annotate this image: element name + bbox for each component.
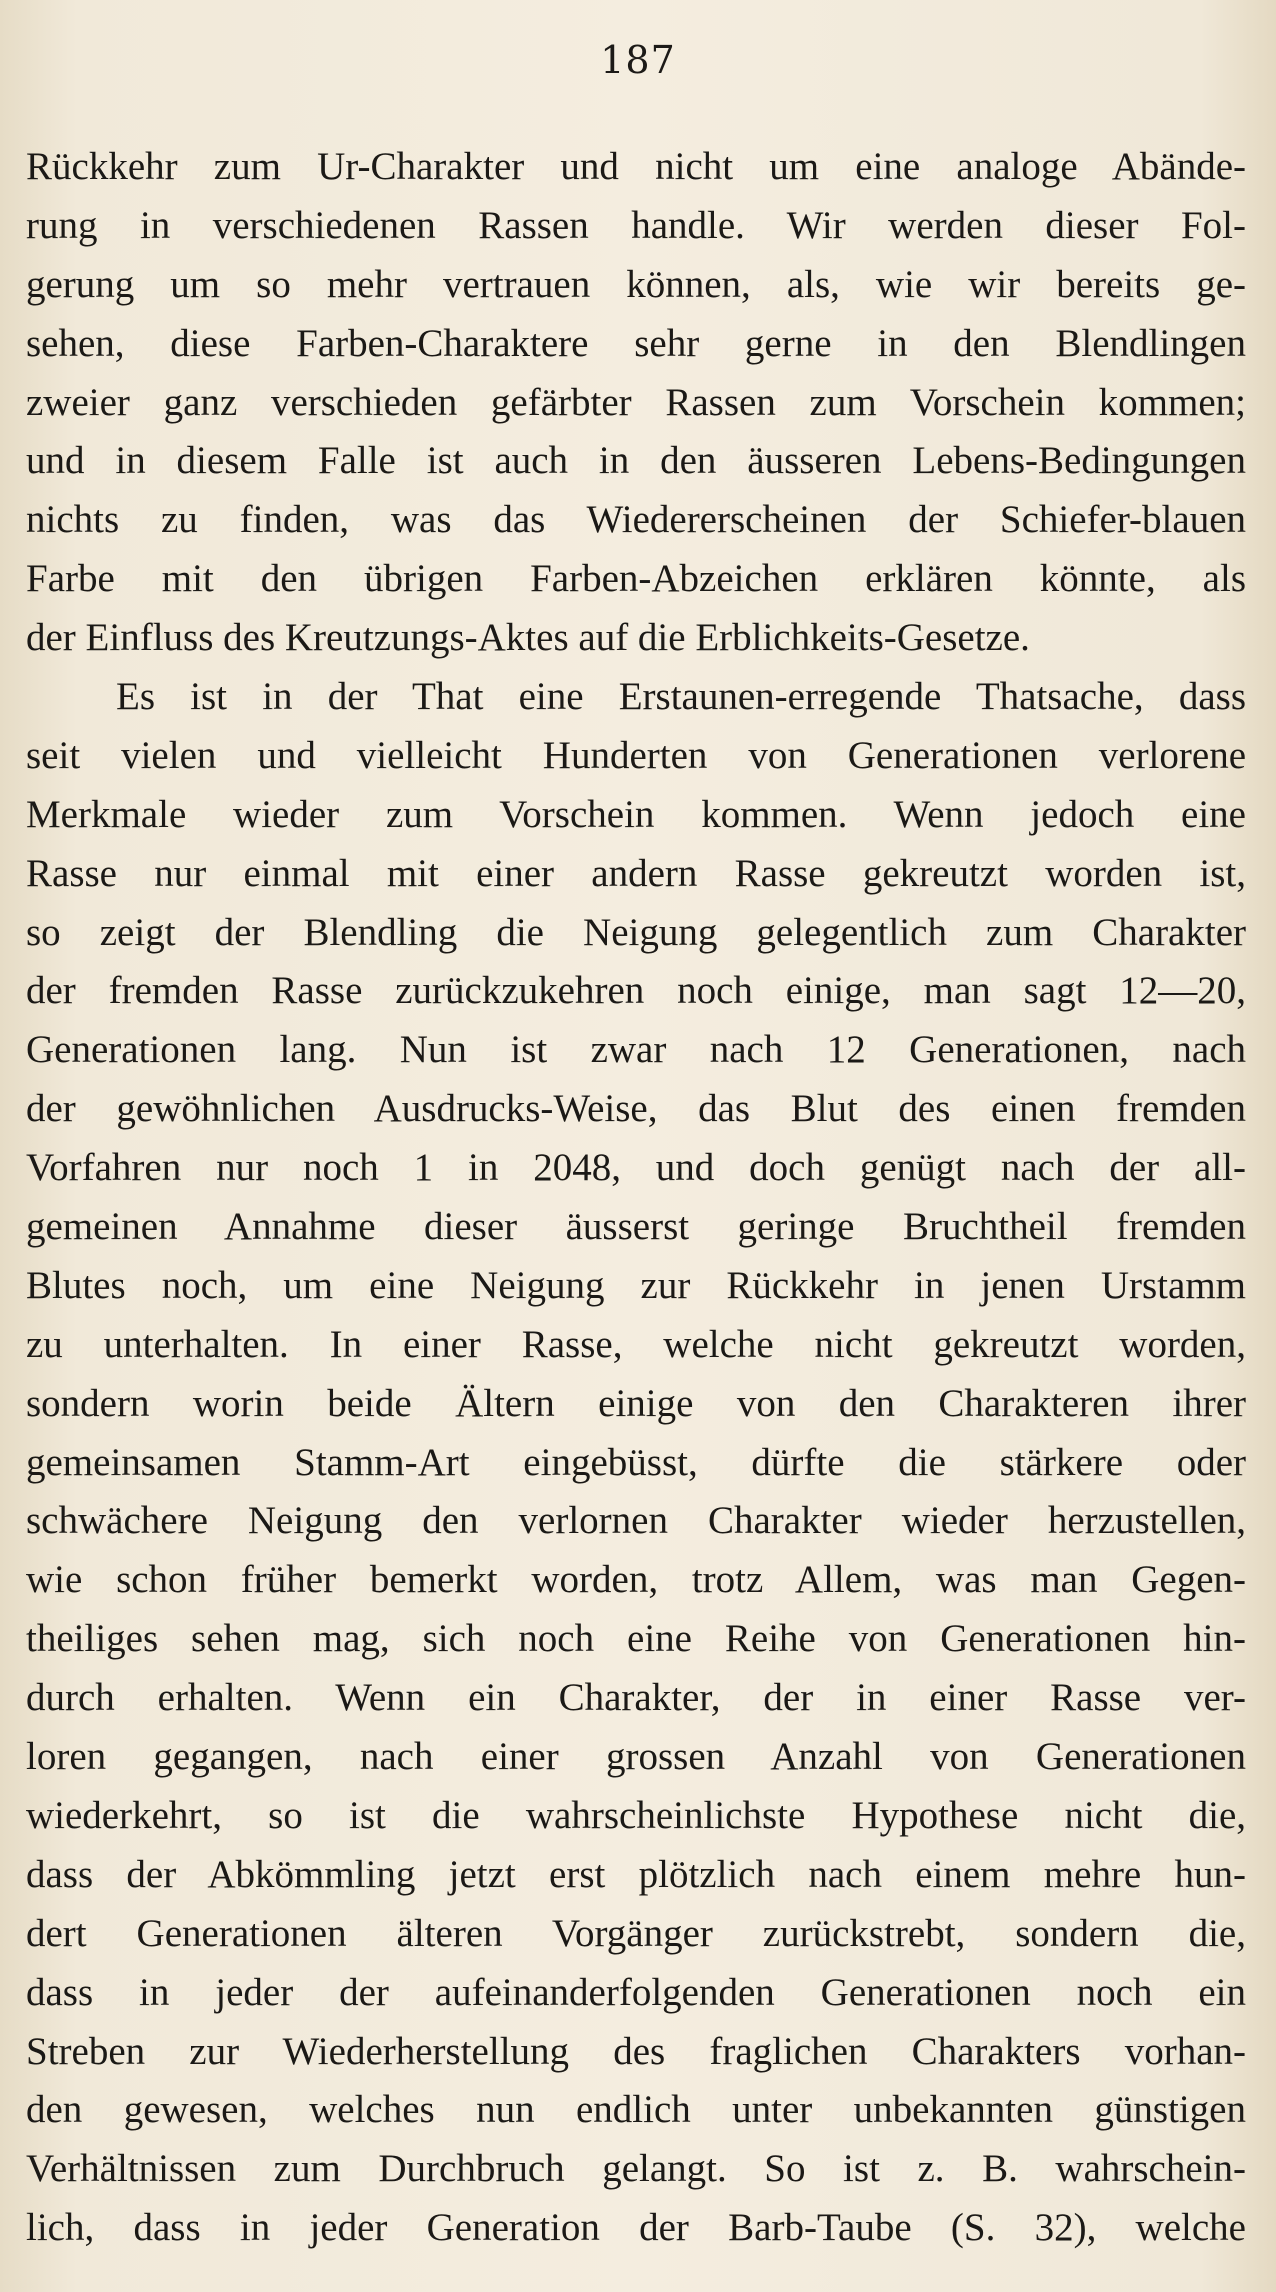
text-line: Merkmale wieder zum Vorschein kommen. Wenn jedoch eine	[26, 792, 1246, 836]
text-line: Vorfahren nur noch 1 in 2048, und doch genügt nach der all-	[26, 1146, 1246, 1190]
paragraph-first-line: Es ist in der That eine Erstaunen-erregende Thatsache, dass	[116, 675, 1246, 719]
text-line: Rasse nur einmal mit einer andern Rasse gekreutzt worden ist,	[26, 851, 1246, 895]
text-line: seit vielen und vielleicht Hunderten von Generationen verlorene	[26, 733, 1246, 777]
text-line: der fremden Rasse zurückzukehren noch einige, man sagt 12—20,	[26, 969, 1246, 1013]
text-line: Generationen lang. Nun ist zwar nach 12 Generationen, nach	[26, 1028, 1246, 1072]
text-line: dass in jeder der aufeinanderfolgenden Generationen noch ein	[26, 1970, 1246, 2014]
text-line: dass der Abkömmling jetzt erst plötzlich nach einem mehre hun-	[26, 1852, 1246, 1896]
text-line: Streben zur Wiederherstellung des fraglichen Charakters vorhan-	[26, 2029, 1246, 2073]
text-line: Blutes noch, um eine Neigung zur Rückkehr in jenen Urstamm	[26, 1263, 1246, 1307]
body-text	[26, 138, 1246, 2258]
text-line: wie schon früher bemerkt worden, trotz Allem, was man Gegen-	[26, 1558, 1246, 1602]
text-line: und in diesem Falle ist auch in den äusseren Lebens-Bedingungen	[26, 439, 1246, 483]
text-line: loren gegangen, nach einer grossen Anzahl von Generationen	[26, 1735, 1246, 1779]
text-line: schwächere Neigung den verlornen Charakter wieder herzustellen,	[26, 1499, 1246, 1543]
text-line: durch erhalten. Wenn ein Charakter, der in einer Rasse ver-	[26, 1676, 1246, 1720]
text-line: der Einfluss des Kreutzungs-Aktes auf die Erblichkeits-Gesetze.	[26, 616, 1030, 660]
page-number: 187	[600, 38, 676, 82]
text-line: gemeinsamen Stamm-Art eingebüsst, dürfte die stärkere oder	[26, 1440, 1246, 1484]
text-line: gemeinen Annahme dieser äusserst geringe Bruchtheil fremden	[26, 1205, 1246, 1249]
text-line: Farbe mit den übrigen Farben-Abzeichen erklären könnte, als	[26, 557, 1246, 601]
text-line: so zeigt der Blendling die Neigung gelegentlich zum Charakter	[26, 910, 1246, 954]
text-line: Verhältnissen zum Durchbruch gelangt. So ist z. B. wahrschein-	[26, 2147, 1246, 2191]
text-line: theiliges sehen mag, sich noch eine Reihe von Generationen hin-	[26, 1617, 1246, 1661]
text-line: nichts zu finden, was das Wiedererscheinen der Schiefer-blauen	[26, 498, 1246, 542]
text-line: zu unterhalten. In einer Rasse, welche nicht gekreutzt worden,	[26, 1322, 1246, 1366]
text-line: den gewesen, welches nun endlich unter unbekannten günstigen	[26, 2088, 1246, 2132]
text-line: sehen, diese Farben-Charaktere sehr gerne in den Blendlingen	[26, 321, 1246, 365]
text-line: Rückkehr zum Ur-Charakter und nicht um eine analoge Abände-	[26, 145, 1246, 188]
text-line: rung in verschiedenen Rassen handle. Wir werden dieser Fol-	[26, 203, 1246, 247]
text-line: wiederkehrt, so ist die wahrscheinlichste Hypothese nicht die,	[26, 1793, 1246, 1837]
text-line: sondern worin beide Ältern einige von den Charakteren ihrer	[26, 1381, 1246, 1425]
text-line: zweier ganz verschieden gefärbter Rassen zum Vorschein kommen;	[26, 380, 1246, 424]
text-line: gerung um so mehr vertrauen können, als, wie wir bereits ge-	[26, 262, 1246, 306]
text-line: lich, dass in jeder Generation der Barb-Taube (S. 32), welche	[26, 2206, 1246, 2250]
text-line: der gewöhnlichen Ausdrucks-Weise, das Blut des einen fremden	[26, 1087, 1246, 1131]
text-line: dert Generationen älteren Vorgänger zurückstrebt, sondern die,	[26, 1911, 1246, 1955]
